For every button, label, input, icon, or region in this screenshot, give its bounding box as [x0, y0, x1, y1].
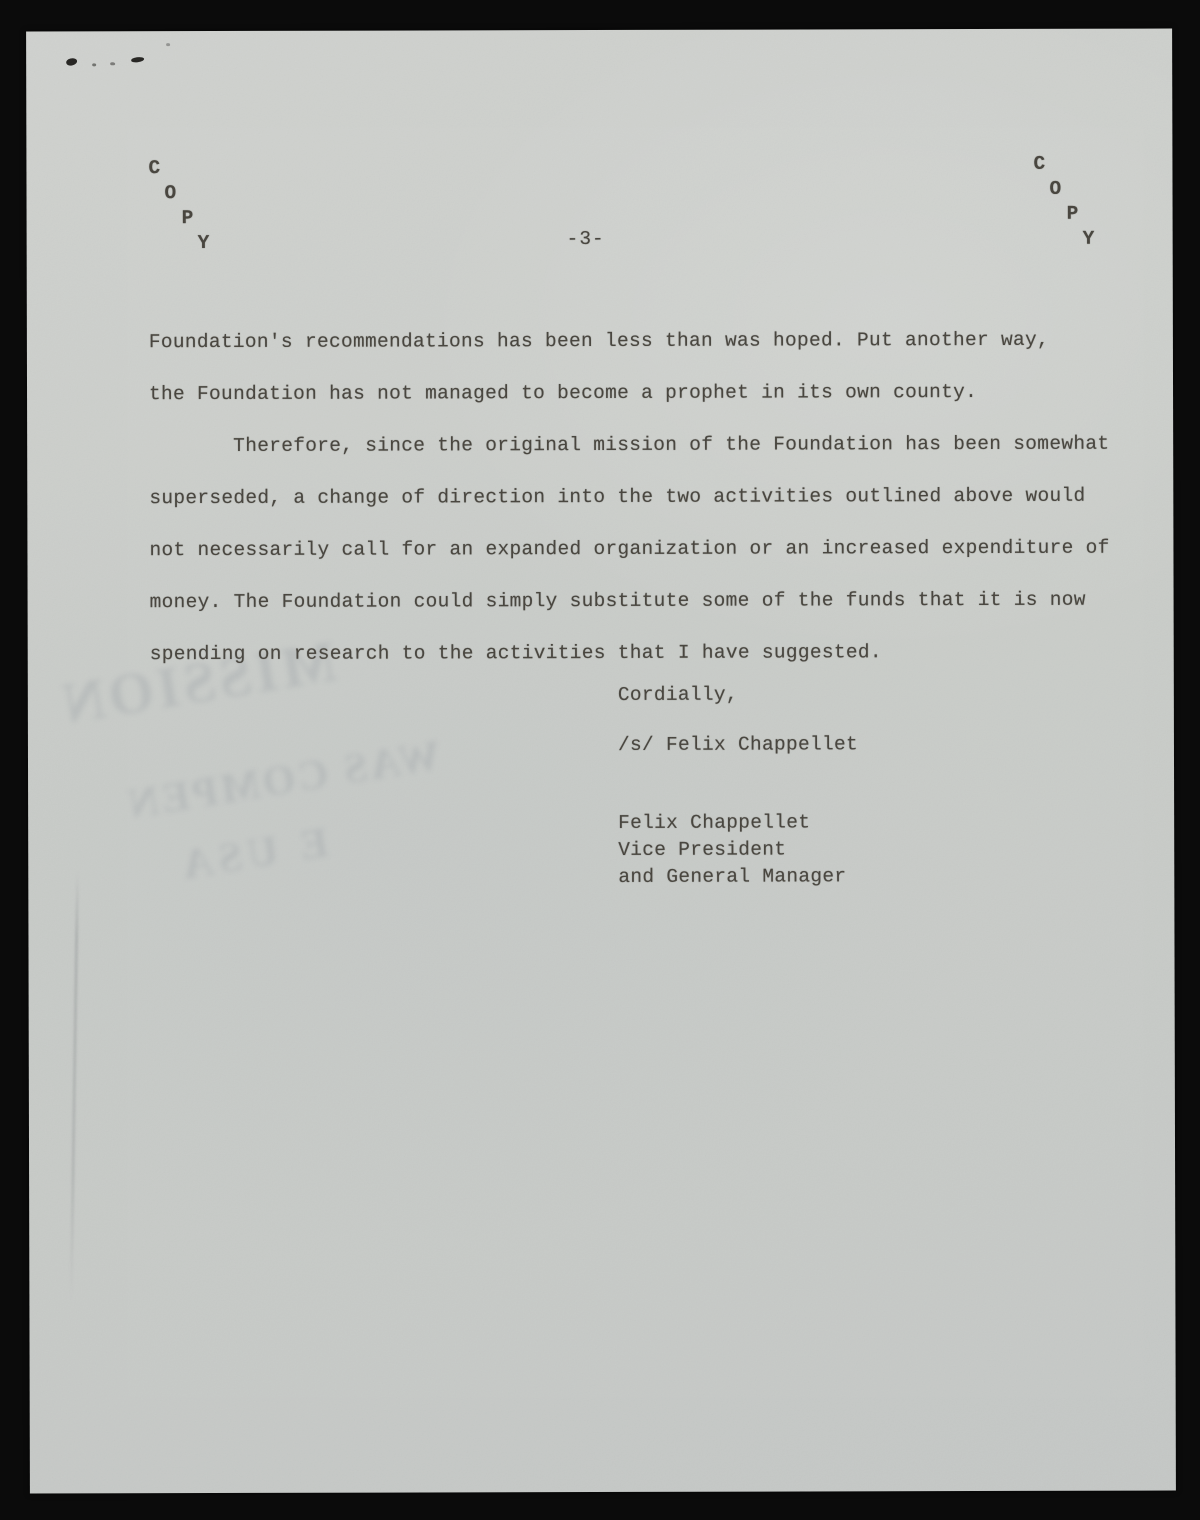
- copy-stamp-left: [148, 158, 238, 268]
- body-line: money. The Foundation could simply substitute some of the funds that it is now: [149, 588, 1086, 614]
- copy-stamp-right: [1033, 154, 1123, 264]
- signature-line: /s/ Felix Chappellet: [617, 733, 859, 756]
- copy-stamp-letter: O: [1049, 177, 1062, 200]
- document-page: [26, 29, 1176, 1494]
- copy-stamp-letter: Y: [197, 232, 210, 255]
- ink-speck: [131, 56, 145, 63]
- bleed-through-line: WAS COMPEN: [122, 732, 444, 829]
- signer-title: and General Manager: [618, 865, 847, 888]
- ink-speck: [65, 57, 77, 66]
- body-line: the Foundation has not managed to become a prophet in its own county.: [149, 381, 978, 406]
- closing-salutation: Cordially,: [617, 683, 738, 706]
- copy-stamp-letter: C: [148, 157, 161, 180]
- signer-block: [618, 809, 846, 891]
- signer-name: Felix Chappellet: [618, 811, 811, 834]
- ink-speck: [110, 62, 115, 65]
- body-line: superseded, a change of direction into the two activities outlined above would: [149, 484, 1086, 510]
- ink-speck: [166, 43, 170, 46]
- bleed-through-line: E USA: [173, 820, 332, 890]
- body-line: not necessarily call for an expanded organization or an increased expenditure of: [149, 536, 1110, 562]
- body-line: Foundation's recommendations has been less than was hoped. Put another way,: [148, 328, 1050, 354]
- copy-stamp-letter: Y: [1082, 227, 1095, 250]
- signer-title: Vice President: [618, 838, 787, 861]
- bleed-through-line: MISSION: [54, 628, 341, 737]
- closing-block: [618, 669, 858, 770]
- body-line: Therefore, since the original mission of the Foundation has been somewhat: [233, 432, 1110, 457]
- copy-stamp-letter: C: [1033, 152, 1046, 175]
- body-line: spending on research to the activities that I have suggested.: [149, 641, 882, 666]
- copy-stamp-letter: P: [1066, 202, 1079, 225]
- ink-speck: [92, 63, 96, 66]
- copy-stamp-letter: P: [181, 207, 194, 230]
- page-number: -3-: [566, 227, 605, 251]
- copy-stamp-letter: O: [164, 182, 177, 205]
- paper-crease: [70, 871, 79, 1301]
- letter-body: [149, 314, 1130, 681]
